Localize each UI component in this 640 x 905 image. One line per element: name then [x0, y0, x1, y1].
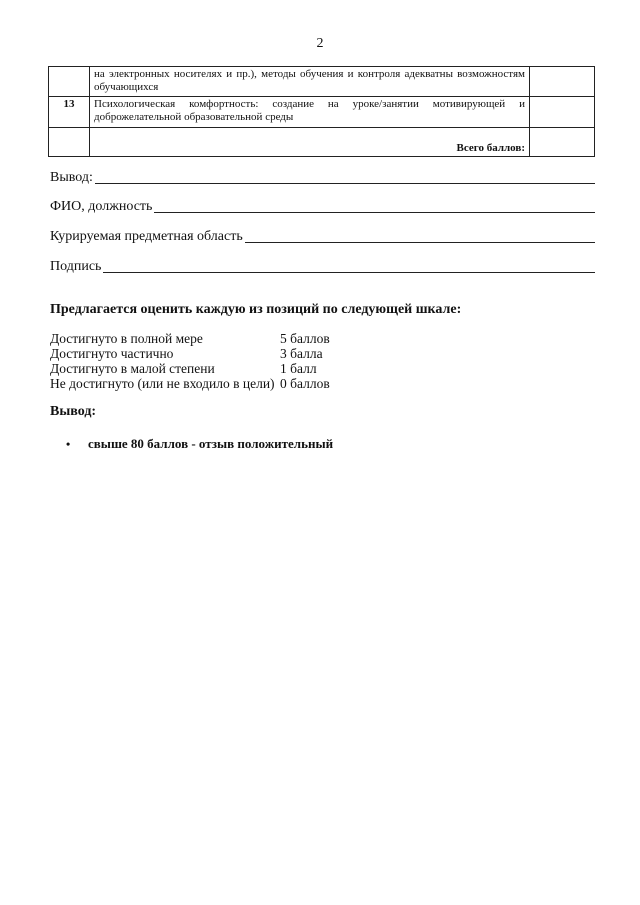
scale-row	[50, 346, 330, 361]
subject-line	[245, 230, 595, 243]
criteria-table	[48, 66, 595, 157]
scale-level: Достигнуто частично	[50, 346, 174, 361]
row-text: на электронных носителях и пр.), методы обучения и контроля адекватны возможностям обучающихся	[90, 67, 530, 97]
signature-field-label: Подпись	[50, 259, 102, 274]
row-score	[530, 67, 595, 97]
fio-field	[50, 199, 595, 215]
total-row	[49, 128, 595, 157]
row-number: 13	[49, 97, 90, 128]
total-score	[530, 128, 595, 157]
fio-field-label: ФИО, должность	[50, 199, 153, 214]
total-label: Всего баллов:	[90, 128, 530, 157]
scale-heading: Предлагается оценить каждую из позиций по следующей шкале:	[50, 302, 462, 317]
scale-row	[50, 331, 330, 346]
signature-field	[50, 259, 595, 275]
row-score	[530, 97, 595, 128]
row-number	[49, 67, 90, 97]
list-item	[66, 436, 333, 452]
scale-level: Достигнуто в малой степени	[50, 361, 215, 376]
scale-row	[50, 376, 330, 391]
scale-points: 5 баллов	[280, 331, 330, 346]
subject-field	[50, 229, 595, 245]
subject-field-label: Курируемая предметная область	[50, 229, 243, 244]
scale-level: Достигнуто в полной мере	[50, 331, 203, 346]
scale-list	[50, 331, 330, 391]
table-row	[49, 67, 595, 97]
scale-points: 1 балл	[280, 361, 317, 376]
table-row	[49, 97, 595, 128]
conclusion-line	[95, 171, 595, 184]
scale-points: 0 баллов	[280, 376, 330, 391]
total-empty-cell	[49, 128, 90, 157]
row-text: Психологическая комфортность: создание на уроке/занятии мотивирующей и доброжелательной образовательной среды	[90, 97, 530, 128]
conclusion-item-text: свыше 80 баллов - отзыв положительный	[88, 436, 334, 451]
bullet-icon: •	[66, 436, 71, 451]
fio-line	[154, 200, 595, 213]
conclusion-heading: Вывод:	[50, 404, 97, 419]
signature-line	[103, 260, 595, 273]
conclusion-field-label: Вывод:	[50, 170, 93, 185]
scale-level: Не достигнуто (или не входило в цели)	[50, 376, 275, 391]
scale-row	[50, 361, 330, 376]
conclusion-field	[50, 170, 595, 186]
page-number: 2	[316, 36, 324, 51]
scale-points: 3 балла	[280, 346, 323, 361]
